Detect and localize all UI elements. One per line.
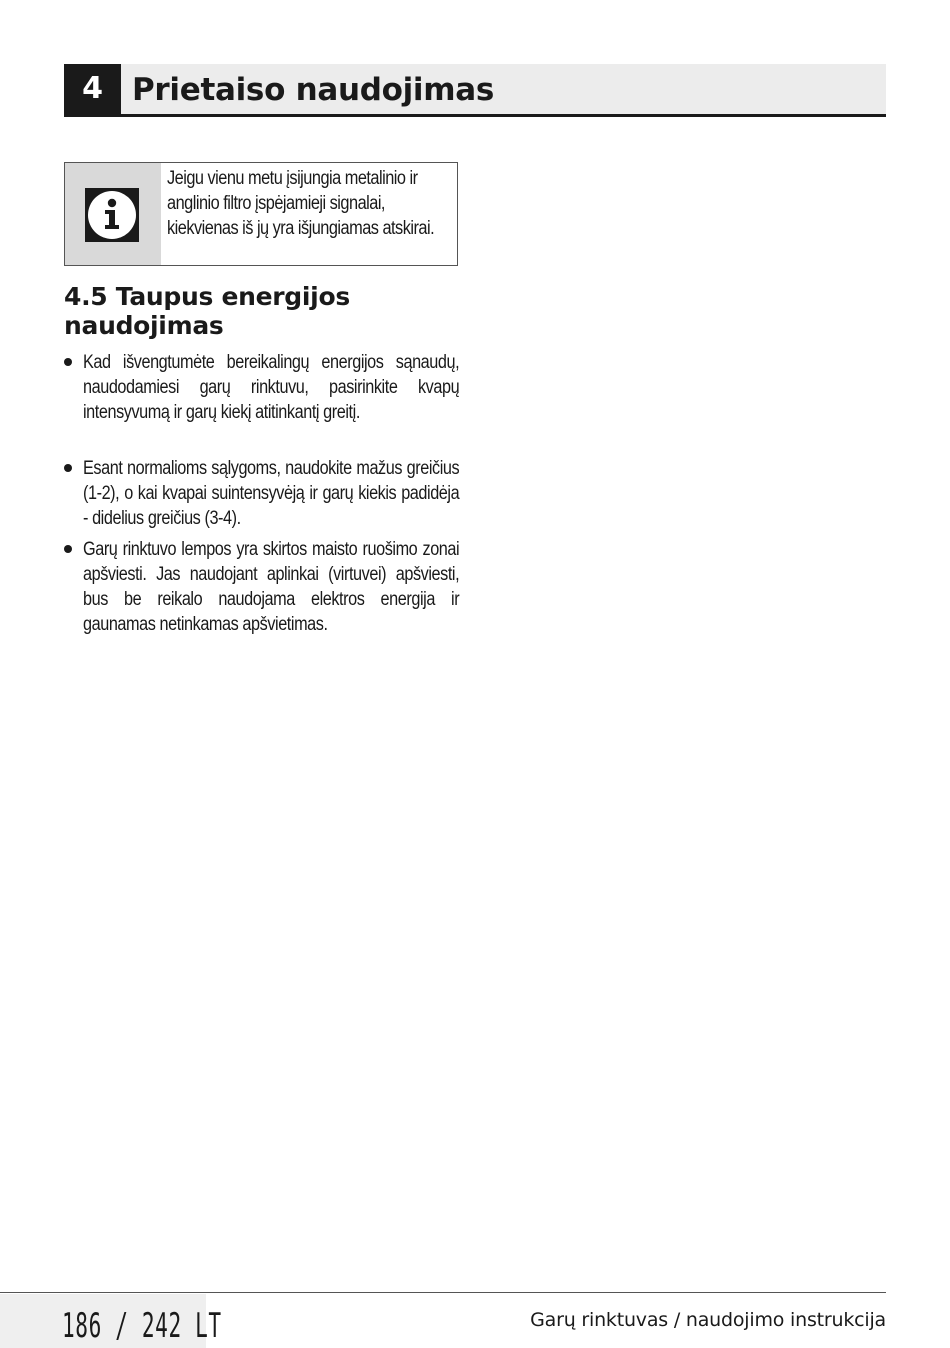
bullet-dot bbox=[64, 358, 72, 366]
footer-document-title: Garų rinktuvas / naudojimo instrukcija bbox=[530, 1309, 886, 1331]
list-item bbox=[64, 537, 460, 637]
info-note-text: Jeigu vienu metu įsijungia metalinio ir anglinio filtro įspėjamieji signalai, kiekvienas iš jų yra išjungiamas atskirai. bbox=[167, 168, 435, 239]
info-icon bbox=[85, 188, 139, 242]
bullet-dot bbox=[64, 545, 72, 553]
footer-divider bbox=[0, 1292, 886, 1293]
list-item bbox=[64, 350, 460, 450]
info-icon-panel bbox=[65, 163, 161, 265]
list-item bbox=[64, 456, 460, 531]
chapter-header bbox=[64, 64, 886, 117]
bullet-dot bbox=[64, 464, 72, 472]
list-item-text: Garų rinktuvo lempos yra skirtos maisto ruošimo zonai apšviesti. Jas naudojant aplinkai (virtuvei) apšviesti, bus be reikalo naudojama elektros energija ir gaunamas netinkamas apšvietimas. bbox=[83, 539, 460, 635]
chapter-title: Prietaiso naudojimas bbox=[132, 72, 495, 108]
page-number: 186 / 242 LT bbox=[62, 1306, 222, 1346]
bullet-list bbox=[64, 350, 460, 643]
list-item-text: Kad išvengtumėte bereikalingų energijos sąnaudų, naudodamiesi garų rinktuvu, pasirinkite kvapų intensyvumą ir garų kiekį atitinkantį greitį. bbox=[83, 352, 460, 423]
info-note bbox=[64, 162, 458, 266]
list-item-text: Esant normalioms sąlygoms, naudokite mažus greičius (1-2), o kai kvapai suintensyvėją ir garų kiekis padidėja - didelius greičius (3-4). bbox=[83, 458, 460, 529]
section-heading: 4.5 Taupus energijos naudojimas bbox=[64, 282, 350, 340]
chapter-number: 4 bbox=[64, 64, 121, 114]
